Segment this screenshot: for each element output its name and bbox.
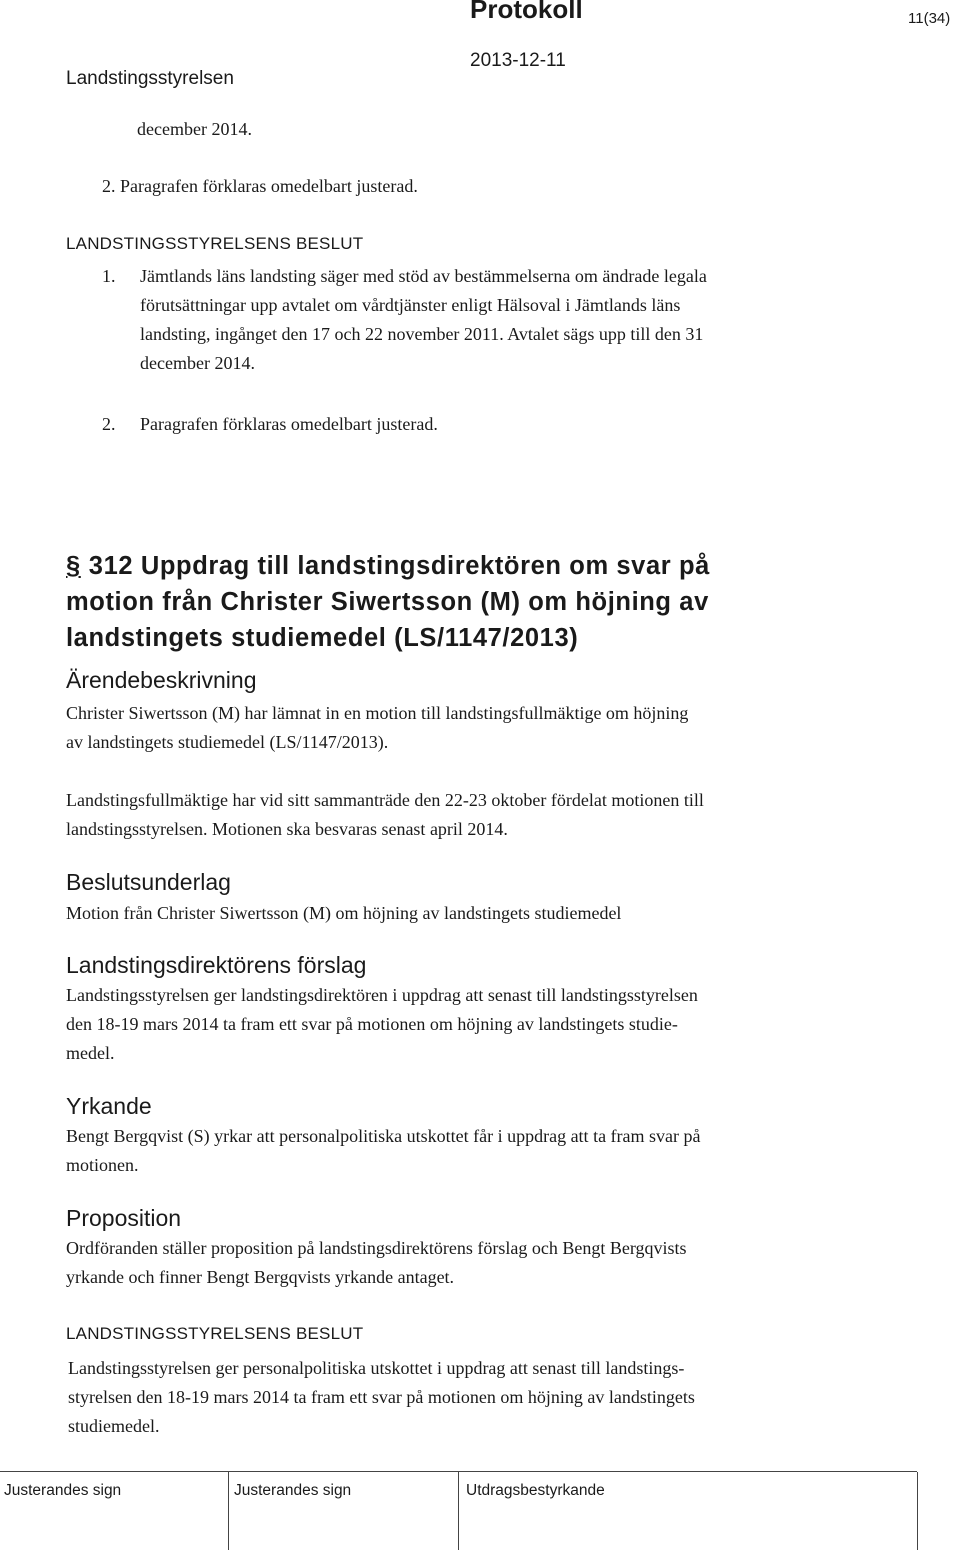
heading-proposition: Proposition — [66, 1205, 182, 1231]
document-type: Protokoll — [470, 0, 583, 24]
decision-heading: LANDSTINGSSTYRELSENS BESLUT — [66, 1324, 364, 1343]
decision-item-line: december 2014. — [140, 353, 255, 373]
paragraph-symbol: § — [66, 552, 81, 580]
organization-name: Landstingsstyrelsen — [66, 68, 234, 89]
body-line: Landstingsstyrelsen ger landstingsdirektören i uppdrag att senast till landstingsstyrelsen — [66, 985, 698, 1005]
continued-item2: 2. Paragrafen förklaras omedelbart justerad. — [102, 176, 418, 196]
section-title-line: landstingets studiemedel (LS/1147/2013) — [66, 624, 579, 652]
body-line: styrelsen den 18-19 mars 2014 ta fram ett svar på motionen om höjning av landstingets — [68, 1387, 695, 1407]
body-line: landstingsstyrelsen. Motionen ska besvaras senast april 2014. — [66, 819, 508, 839]
page-number: 11(34) — [908, 10, 951, 27]
continued-item1-end: december 2014. — [137, 119, 252, 139]
body-line: medel. — [66, 1043, 115, 1063]
body-line: Ordföranden ställer proposition på landstingsdirektörens förslag och Bengt Bergqvists — [66, 1238, 687, 1258]
signature-field-1: Justerandes sign — [4, 1482, 122, 1499]
decision-item-number: 1. — [102, 266, 116, 286]
body-line: Landstingsfullmäktige har vid sitt sammanträde den 22-23 oktober fördelat motionen till — [66, 790, 704, 810]
heading-forslag: Landstingsdirektörens förslag — [66, 952, 367, 978]
body-line: Bengt Bergqvist (S) yrkar att personalpolitiska utskottet får i uppdrag att ta fram svar på — [66, 1126, 701, 1146]
signature-field-2: Justerandes sign — [234, 1482, 352, 1499]
decision-item-line: landsting, ingånget den 17 och 22 november 2011. Avtalet sägs upp till den 31 — [140, 324, 704, 344]
heading-beslutsunderlag: Beslutsunderlag — [66, 869, 231, 895]
decision-item-line: förutsättningar upp avtalet om vårdtjänster enligt Hälsoval i Jämtlands läns — [140, 295, 681, 315]
footer-divider — [458, 1472, 459, 1550]
section-title-line: motion från Christer Siwertsson (M) om höjning av — [66, 588, 709, 616]
footer-divider — [228, 1472, 229, 1550]
section-title-line: 312 Uppdrag till landstingsdirektören om svar på — [88, 552, 710, 580]
body-line: yrkande och finner Bengt Bergqvists yrkande antaget. — [66, 1267, 455, 1287]
decision-heading: LANDSTINGSSTYRELSENS BESLUT — [66, 234, 364, 253]
decision-item-number: 2. — [102, 414, 116, 434]
body-line: Landstingsstyrelsen ger personalpolitiska utskottet i uppdrag att senast till landstings- — [68, 1358, 685, 1378]
body-line: motionen. — [66, 1155, 139, 1175]
body-line: studiemedel. — [68, 1416, 160, 1436]
extract-certification-field: Utdragsbestyrkande — [466, 1482, 605, 1499]
heading-arendebeskrivning: Ärendebeskrivning — [66, 667, 257, 693]
decision-item-line: Jämtlands läns landsting säger med stöd av bestämmelserna om ändrade legala — [140, 266, 707, 286]
body-line: den 18-19 mars 2014 ta fram ett svar på motionen om höjning av landstingets studie- — [66, 1014, 678, 1034]
body-line: av landstingets studiemedel (LS/1147/2013). — [66, 732, 389, 752]
body-line: Christer Siwertsson (M) har lämnat in en motion till landstingsfullmäktige om höjning — [66, 703, 689, 723]
heading-yrkande: Yrkande — [66, 1093, 152, 1119]
body-line: Motion från Christer Siwertsson (M) om höjning av landstingets studiemedel — [66, 903, 622, 923]
footer-divider — [917, 1472, 918, 1550]
section-title — [66, 548, 916, 656]
decision-item-line: Paragrafen förklaras omedelbart justerad. — [140, 414, 438, 434]
meeting-date: 2013-12-11 — [470, 50, 566, 71]
